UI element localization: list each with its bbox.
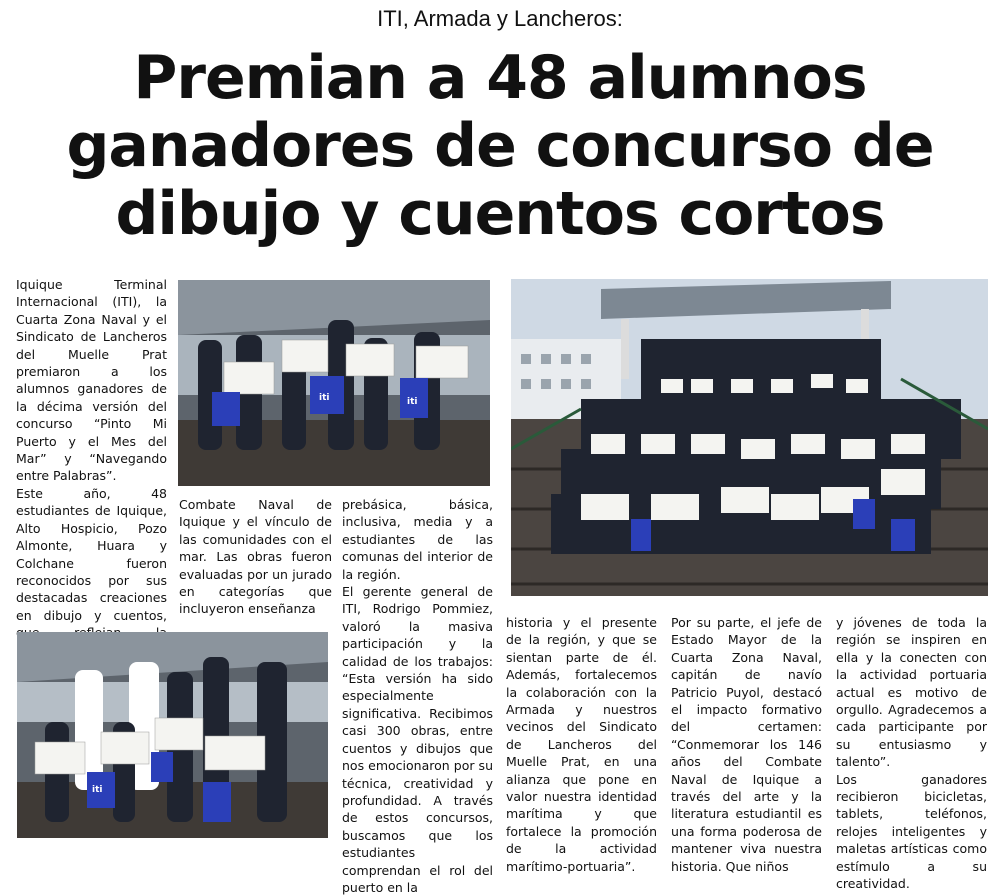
headline-line-1: Premian a 48 alumnos (133, 43, 867, 113)
photo-award-group-1 (178, 280, 490, 486)
students-paragraph: Este año, 48 estudiantes de Iquique, Alto Hospicio, Pozo Almonte, Huara y Colchane fueron reconocidos por sus destacadas creaciones en dibujo y cuentos, (16, 485, 167, 623)
column-2 (179, 496, 332, 618)
combate-paragraph: Combate Naval de Iquique y el vínculo de las comunidades con el mar. Las obras fueron evaluadas por un jurado en categorías que incluyeron enseñanza (179, 497, 332, 617)
intro-paragraph: Iquique Terminal Internacional (ITI), la Cuarta Zona Naval y el Sindicato de Lancheros del Muelle Prat premiaron a los alumnos ganadores de la décima versión del concurso “Pinto Mi Puerto y el Mes del Mar” y “Navegando entre Palabras”. (16, 277, 167, 484)
column-1-top (16, 276, 167, 676)
youth-paragraph: y jóvenes de toda la región se inspiren en ella y la conecten con la actividad portuaria actual es motivo de orgullo. Agradecemos a cada participante por su entusiasmo y talento”. (836, 615, 987, 770)
prizes-paragraph: Los ganadores recibieron bicicletas, tablets, teléfonos, relojes inteligentes y maletas artísticas como estímulo a su creatividad. (836, 771, 987, 892)
headline-line-2: ganadores de concurso de (66, 111, 934, 181)
photo-bleachers-group (511, 279, 988, 596)
article-headline (20, 44, 980, 248)
manager-quote-paragraph: El gerente general de ITI, Rodrigo Pommiez, valoró la masiva participación y la calidad de los trabajos: “Esta versión ha sido especialmente significativa. Recibimos casi 300 obras, entre cuentos y dibujos que nos emocionaron por su técnica, creatividad y profundidad. A través de estos concursos, buscamos que los estudiantes comprendan el rol del puerto en la (342, 584, 493, 895)
column-5 (671, 614, 822, 875)
bag-logo-1: iti (319, 393, 330, 403)
column-6 (836, 614, 987, 893)
photo-award-group-2 (17, 632, 328, 838)
history-paragraph: historia y el presente de la región, y que se sientan parte de él. Además, fortalecemos la colaboración con la Armada y nuestros vecinos del Sindicato de Lancheros del Muelle Prat, en una alianza que pone en valor nuestra identidad marítima y que fortalece la promoción de la actividad marítimo-portuaria”. (506, 615, 657, 874)
bag-logo-2: iti (407, 397, 418, 407)
headline-line-3: dibujo y cuentos cortos (115, 179, 885, 249)
categories-paragraph: prebásica, básica, inclusiva, media y a estudiantes de las comunas del interior de la región. (342, 497, 493, 582)
article-kicker: ITI, Armada y Lancheros: (377, 6, 623, 31)
navy-quote-paragraph: Por su parte, el jefe de Estado Mayor de la Cuarta Zona Naval, capitán de navío Patricio Puyol, destacó el impacto formativo del certamen: “Conmemorar los 146 años del Combate Naval de Iquique a través del arte y la literatura estudiantil es una forma poderosa de mantener viva nuestra historia. Que niños (671, 615, 822, 874)
column-4 (506, 614, 657, 875)
bag-logo-3: iti (92, 785, 103, 795)
column-3 (342, 496, 493, 896)
